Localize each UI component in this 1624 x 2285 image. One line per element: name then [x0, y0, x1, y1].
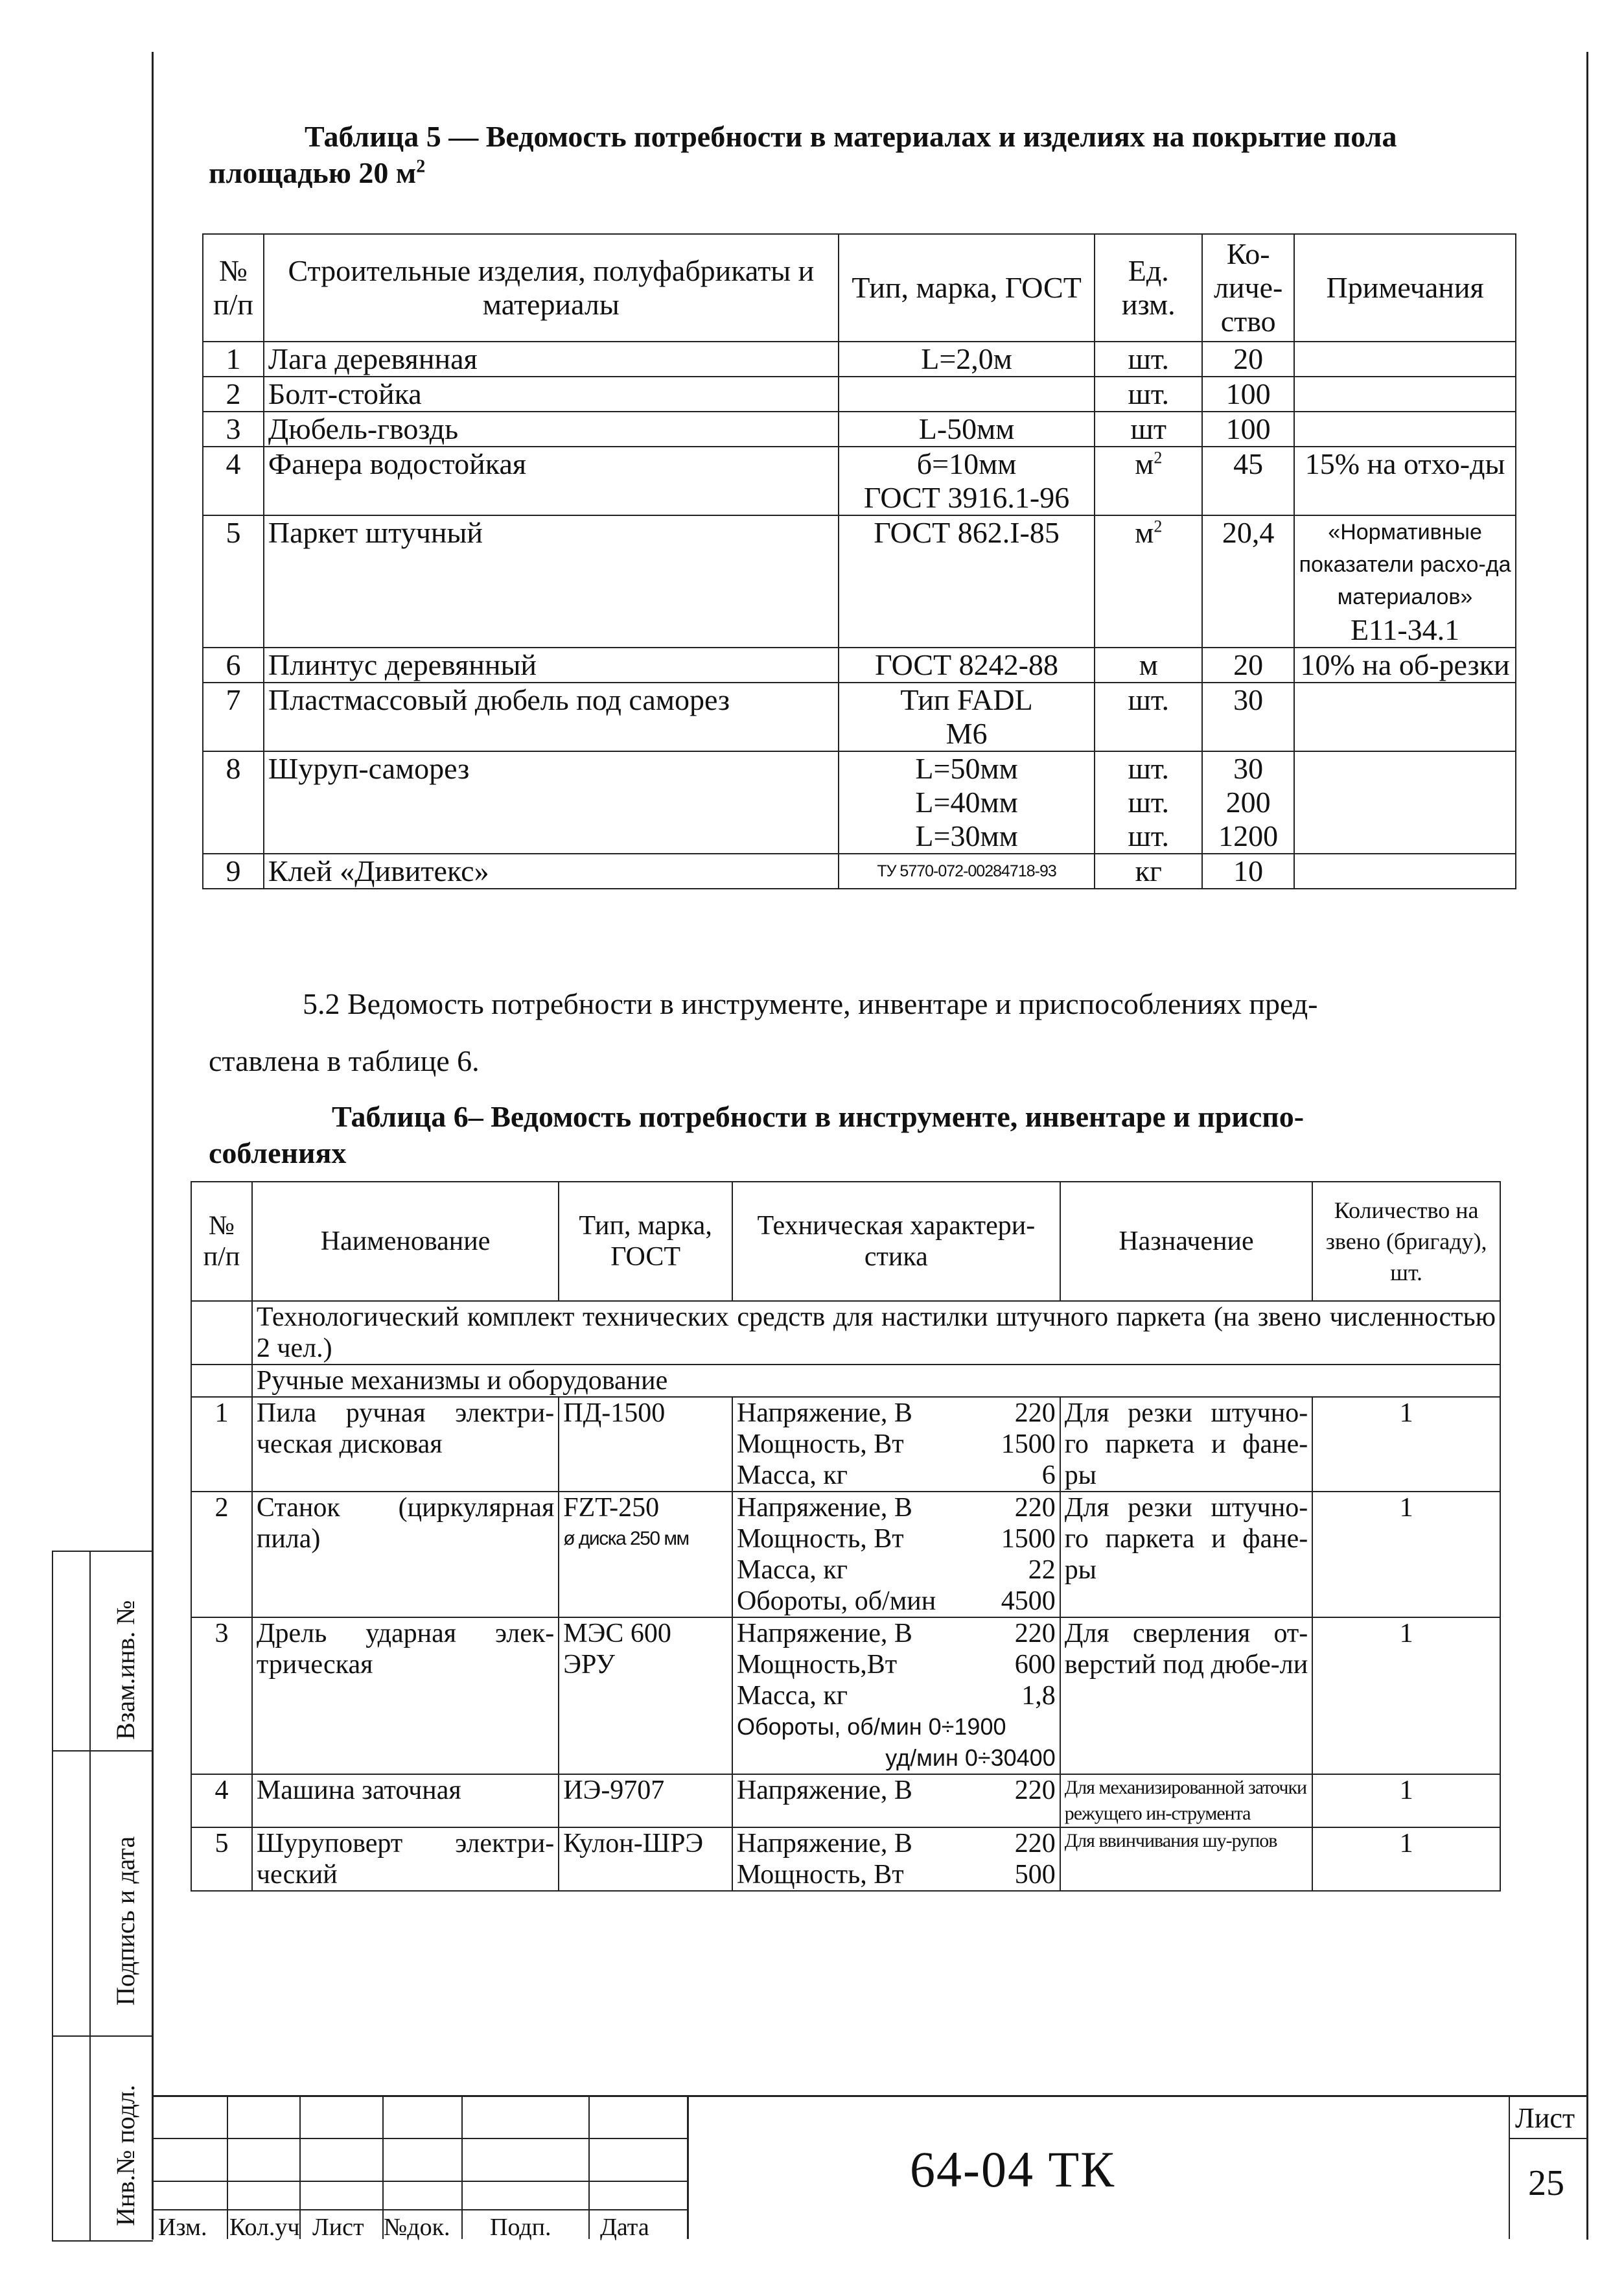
- table-row: 5 Шуруповерт электри-ческий Кулон-ШРЭ Напряжение, В 220 Мощность, Вт 500 Для ввинчивания шу-рупов 1: [191, 1827, 1500, 1891]
- stamp-col-date: Дата: [600, 2214, 649, 2241]
- header-type: Тип, марка, ГОСТ: [559, 1182, 732, 1301]
- side-label-replacement-inv: Взам.инв. №: [111, 1600, 140, 1740]
- table-row: 2 Станок (циркулярная пила) FZT-250 ø диска 250 мм Напряжение, В 220 Мощность, Вт 1500 Масса, кг 22 Обороты, об/мин 4500 Для резки штучно-го паркета и фане-ры 1: [191, 1492, 1500, 1617]
- paragraph-5-2: 5.2 Ведомость потребности в инструменте, инвентаре и приспособлениях пред- ставлена в таблице 6.: [209, 987, 1318, 1077]
- table-row: 4 Машина заточная ИЭ-9707 Напряжение, В 220 Для механизированной заточки режущего ин-струмента 1: [191, 1774, 1500, 1827]
- section-subtitle: Ручные механизмы и оборудование: [252, 1365, 1500, 1397]
- table-row: 1 Лага деревянная L=2,0м шт. 20: [203, 342, 1516, 377]
- table6: [191, 1181, 1501, 1892]
- stamp-col-sheet: Лист: [312, 2214, 364, 2241]
- header-spec: Техническая характери-стика: [732, 1182, 1060, 1301]
- header-name: Наименование: [252, 1182, 559, 1301]
- sheet-number: 25: [1528, 2163, 1564, 2203]
- stamp-col-docnum: №док.: [384, 2214, 450, 2241]
- document-code: 64-04 ТК: [910, 2141, 1116, 2197]
- section-title: Технологический комплект технических средств для настилки штучного паркета (на звено численностью 2 чел.): [252, 1301, 1500, 1365]
- side-label-signature-date: Подпись и дата: [111, 1836, 140, 2006]
- table-row: 5 Паркет штучный ГОСТ 862.I-85 $м^2$ 20,4 «Нормативные показатели расхо-да материалов» Е11-34.1: [203, 515, 1516, 648]
- table-row: 8 Шуруп-саморез L=50мм L=40мм L=30мм шт. шт. шт. 30 200 1200: [203, 751, 1516, 854]
- table-row: 3 Дрель ударная элек-трическая МЭС 600 ЭРУ Напряжение, В 220 Мощность,Вт 600 Масса, кг 1,8 Обороты, об/мин 0÷1900 уд/мин 0÷30400 Для сверления от-верстий под дюбе-ли 1: [191, 1617, 1500, 1774]
- table5-title-line2: площадью 20 $м^2$: [209, 156, 426, 189]
- table5-header-row: [203, 234, 1516, 342]
- table-row: 3 Дюбель-гвоздь L-50мм шт 100: [203, 412, 1516, 447]
- header-qty: Ко-личе-ство: [1202, 234, 1294, 342]
- section-row: [191, 1365, 1500, 1397]
- side-stamp: [52, 1551, 153, 2242]
- table-row: 6 Плинтус деревянный ГОСТ 8242-88 м 20 10% на об-резки: [203, 648, 1516, 683]
- side-label-original-inv: Инв.№ подл.: [111, 2085, 140, 2226]
- table5-title: [209, 119, 1537, 191]
- title-block: [152, 2095, 1586, 2239]
- header-type: Тип, марка, ГОСТ: [839, 234, 1095, 342]
- stamp-col-signature: Подп.: [490, 2214, 551, 2241]
- table6-header-row: [191, 1182, 1500, 1301]
- frame-right-border: [1586, 52, 1588, 2240]
- table-row: 9 Клей «Дивитекс» ТУ 5770-072-00284718-93 кг 10: [203, 854, 1516, 889]
- header-qty: Количество на звено (бригаду), шт.: [1312, 1182, 1500, 1301]
- table5-title-line1: Таблица 5 — Ведомость потребности в материалах и изделиях на покрытие пола: [305, 120, 1397, 153]
- sheet-label: Лист: [1515, 2102, 1575, 2134]
- header-purpose: Назначение: [1060, 1182, 1313, 1301]
- header-notes: Примечания: [1294, 234, 1516, 342]
- stamp-col-change: Изм.: [158, 2214, 207, 2241]
- table-row: 4 Фанера водостойкая б=10мм ГОСТ 3916.1-96 $м^2$ 45 15% на отхо-ды: [203, 447, 1516, 515]
- table6-title: Таблица 6– Ведомость потребности в инструменте, инвентаре и приспо- соблениях: [209, 1100, 1305, 1169]
- header-items: Строительные изделия, полуфабрикаты и материалы: [264, 234, 839, 342]
- stamp-col-qty: Кол.уч: [229, 2214, 300, 2241]
- header-num: № п/п: [191, 1182, 252, 1301]
- header-unit: Ед. изм.: [1095, 234, 1202, 342]
- section-row: [191, 1301, 1500, 1365]
- table5: [202, 233, 1516, 889]
- table-row: 7 Пластмассовый дюбель под саморез Тип FADL M6 шт. 30: [203, 683, 1516, 751]
- header-num: № п/п: [203, 234, 264, 342]
- table-row: 1 Пила ручная электри-ческая дисковая ПД-1500 Напряжение, В 220 Мощность, Вт 1500 Масса, кг 6 Для резки штучно-го паркета и фане-ры 1: [191, 1397, 1500, 1492]
- table-row: 2 Болт-стойка шт. 100: [203, 377, 1516, 412]
